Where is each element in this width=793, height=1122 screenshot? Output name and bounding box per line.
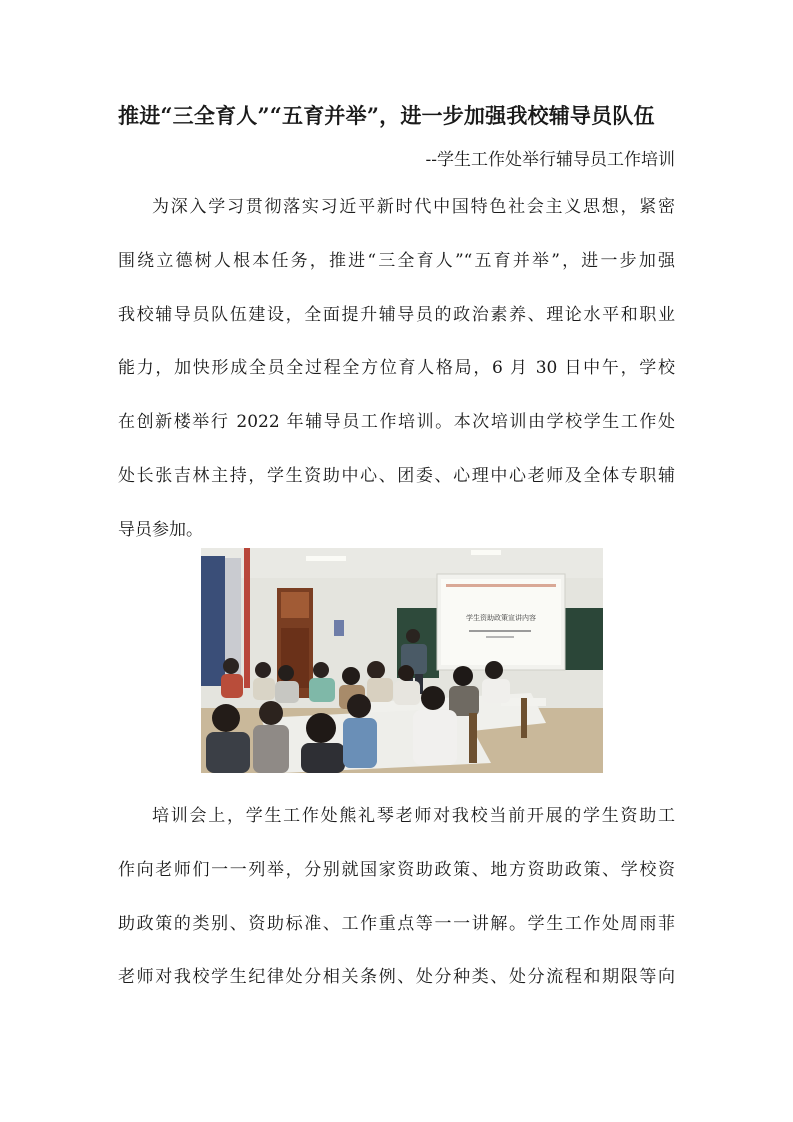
training-photo-illustration [201,548,603,773]
training-photo [201,548,603,773]
paragraph-line: 导员参加。 [118,519,203,540]
paragraph-line: 老师对我校学生纪律处分相关条例、处分种类、处分流程和期限等向 [118,967,675,988]
paragraph-line: 作向老师们一一列举，分别就国家资助政策、地方资助政策、学校资 [118,859,675,880]
paragraph-line: 能力，加快形成全员全过程全方位育人格局，6 月 30 日中午，学校 [118,358,675,379]
screen-title: 学生资助政策宣讲内容 [466,614,536,622]
paragraph-line: 在创新楼举行 2022 年辅导员工作培训。本次培训由学校学生工作处 [118,412,675,433]
paragraph-line: 处长张吉林主持，学生资助中心、团委、心理中心老师及全体专职辅 [118,465,675,486]
document-title: 推进“三全育人”“五育并举”，进一步加强我校辅导员队伍 [118,103,655,128]
paragraph-line: 围绕立德树人根本任务，推进“三全育人”“五育并举”，进一步加强 [118,250,675,271]
paragraph-line: 助政策的类别、资助标准、工作重点等一一讲解。学生工作处周雨菲 [118,913,675,934]
paragraph-intro [118,181,675,558]
paragraph-content [118,790,675,1005]
paragraph-line: 为深入学习贯彻落实习近平新时代中国特色社会主义思想，紧密 [152,197,675,217]
paragraph-line: 我校辅导员队伍建设，全面提升辅导员的政治素养、理论水平和职业 [118,304,675,325]
document-subtitle: --学生工作处举行辅导员工作培训 [425,150,675,170]
paragraph-line: 培训会上，学生工作处熊礼琴老师对我校当前开展的学生资助工 [152,806,675,826]
